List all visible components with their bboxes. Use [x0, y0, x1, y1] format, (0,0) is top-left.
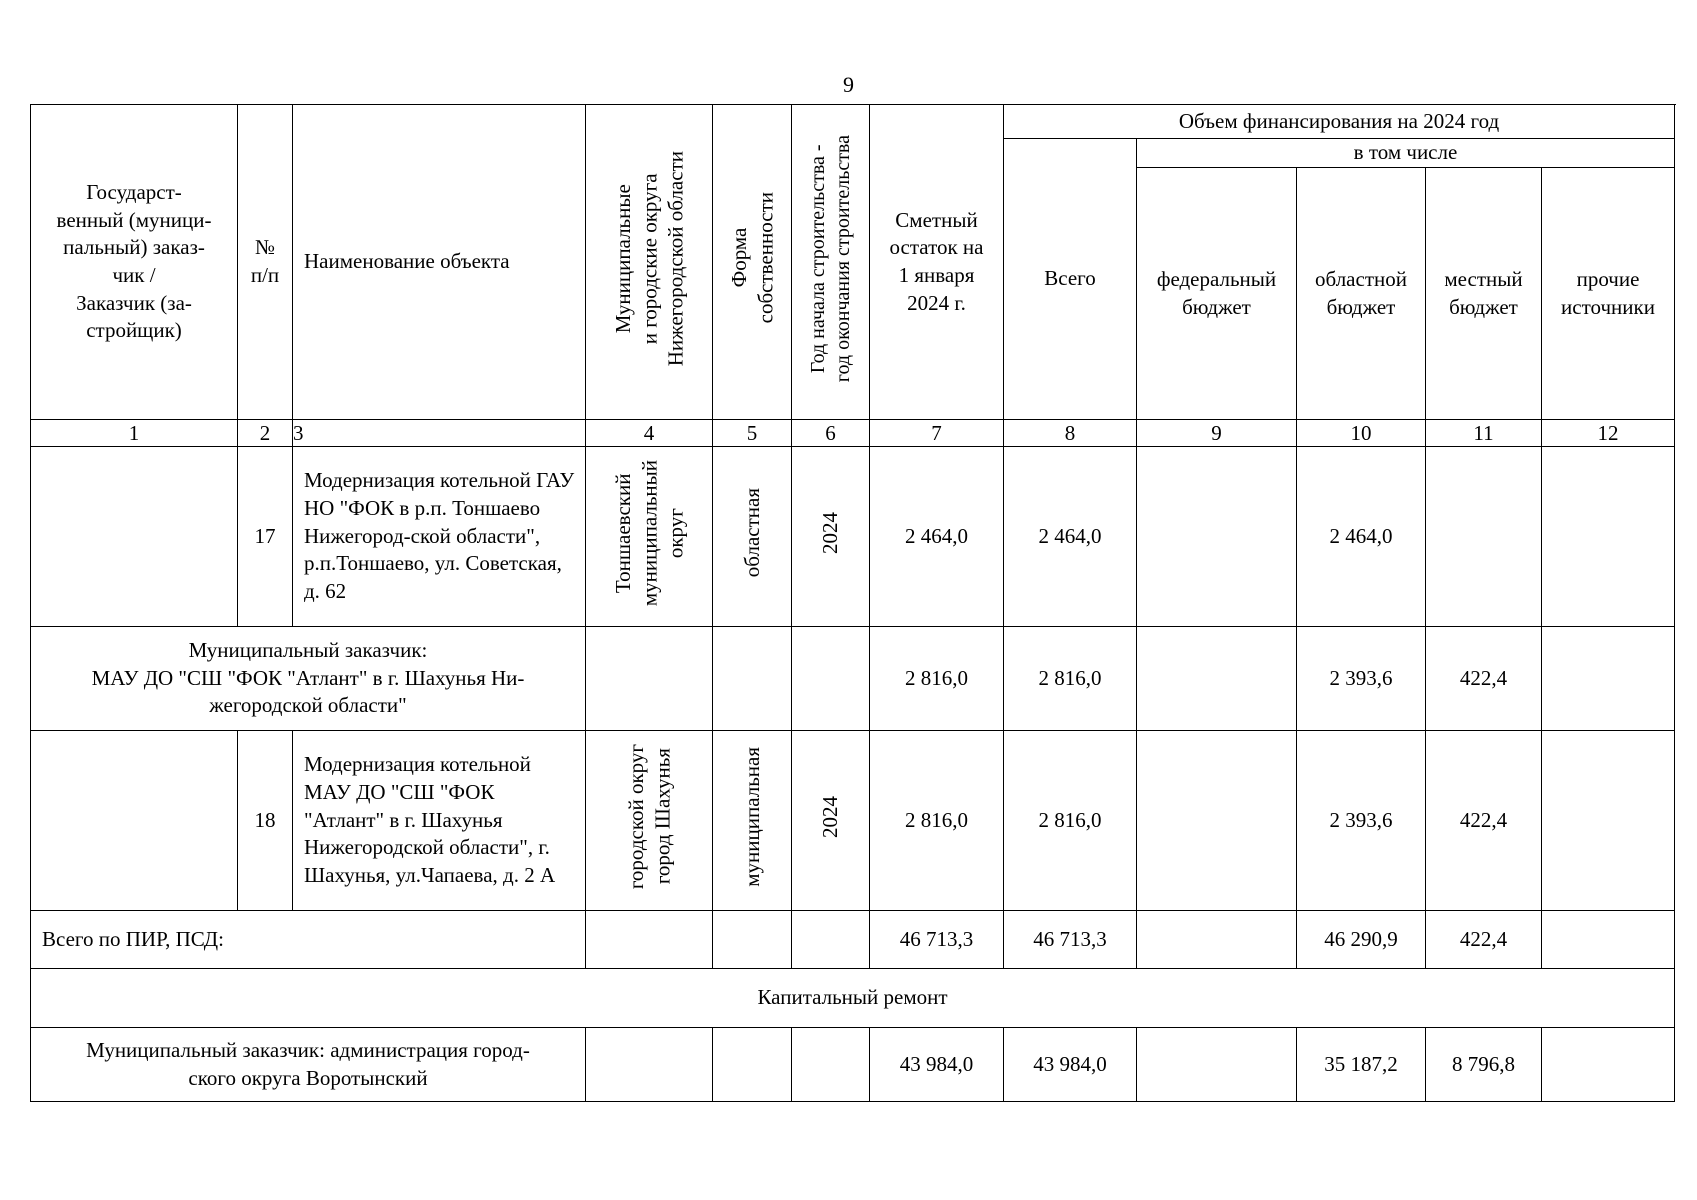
- column-number: 2: [238, 420, 293, 447]
- estimate-value: 2 464,0: [870, 447, 1004, 627]
- federal-value: [1137, 627, 1297, 731]
- other-value: [1542, 627, 1675, 731]
- column-number: 6: [792, 420, 870, 447]
- object-name: Модернизация котельной ГАУ НО "ФОК в р.п. Тоншаево Нижегород-ской области", р.п.Тоншаево, ул. Советская, д. 62: [293, 447, 586, 627]
- federal-value: [1137, 1028, 1297, 1102]
- header-local: местный бюджет: [1426, 168, 1542, 420]
- years-text: 2024: [818, 795, 843, 838]
- ownership-cell: [713, 911, 792, 969]
- header-estimate: Сметный остаток на 1 января 2024 г.: [870, 105, 1004, 420]
- header-federal: федеральный бюджет: [1137, 168, 1297, 420]
- customer-cell: [31, 731, 238, 911]
- customer-label: Муниципальный заказчик: МАУ ДО "СШ "ФОК "Атлант" в г. Шахунья Ни- жегородской области": [31, 627, 586, 731]
- total-value: 2 816,0: [1004, 731, 1137, 911]
- federal-value: [1137, 911, 1297, 969]
- total-value: 43 984,0: [1004, 1028, 1137, 1102]
- customer-cell: [31, 447, 238, 627]
- header-including: в том числе: [1137, 139, 1675, 168]
- customer-label: Муниципальный заказчик: администрация город- ского округа Воротынский: [31, 1028, 586, 1102]
- column-number: 11: [1426, 420, 1542, 447]
- local-value: 422,4: [1426, 627, 1542, 731]
- estimate-value: 46 713,3: [870, 911, 1004, 969]
- regional-value: 46 290,9: [1297, 911, 1426, 969]
- municipal-cell: [586, 447, 713, 627]
- header-ownership-text: Форма собственности: [726, 192, 777, 324]
- header-years: [792, 105, 870, 420]
- years-text: 2024: [818, 511, 843, 554]
- table-row-customer-vorotynsky: [31, 1028, 1675, 1102]
- regional-value: 2 464,0: [1297, 447, 1426, 627]
- municipal-cell: [586, 627, 713, 731]
- row-number: 17: [238, 447, 293, 627]
- local-value: 422,4: [1426, 911, 1542, 969]
- other-value: [1542, 447, 1675, 627]
- municipal-cell: [586, 911, 713, 969]
- municipal-cell: [586, 1028, 713, 1102]
- header-object-name: Наименование объекта: [293, 105, 586, 420]
- header-municipal-text: Муниципальные и городские округа Нижегородской области: [610, 150, 688, 366]
- column-number: 7: [870, 420, 1004, 447]
- local-value: 8 796,8: [1426, 1028, 1542, 1102]
- column-number: 1: [31, 420, 238, 447]
- header-years-text: Год начала строительства - год окончания строительства: [806, 134, 854, 382]
- table-row-customer-atlant: [31, 627, 1675, 731]
- regional-value: 2 393,6: [1297, 731, 1426, 911]
- row-number: 18: [238, 731, 293, 911]
- total-label: Всего по ПИР, ПСД:: [31, 911, 586, 969]
- regional-value: 2 393,6: [1297, 627, 1426, 731]
- ownership-text: муниципальная: [739, 746, 764, 887]
- municipal-cell: [586, 731, 713, 911]
- header-customer: Государст- венный (муници- пальный) заказ- чик / Заказчик (за- стройщик): [31, 105, 238, 420]
- federal-value: [1137, 447, 1297, 627]
- header-regional: областной бюджет: [1297, 168, 1426, 420]
- total-value: 2 816,0: [1004, 627, 1137, 731]
- local-value: 422,4: [1426, 731, 1542, 911]
- years-cell: [792, 1028, 870, 1102]
- header-municipal: [586, 105, 713, 420]
- ownership-text: областная: [739, 488, 764, 578]
- ownership-cell: [713, 627, 792, 731]
- financing-table: [30, 104, 1675, 1102]
- section-heading: Капитальный ремонт: [31, 969, 1675, 1028]
- municipal-text: Тоншаевский муниципальный округ: [610, 459, 688, 606]
- column-number: 3: [293, 420, 586, 447]
- column-number: 12: [1542, 420, 1675, 447]
- years-cell: [792, 627, 870, 731]
- years-cell: [792, 731, 870, 911]
- table-row-item-18: [31, 731, 1675, 911]
- estimate-value: 2 816,0: [870, 627, 1004, 731]
- ownership-cell: [713, 1028, 792, 1102]
- local-value: [1426, 447, 1542, 627]
- table-row-total-pir: [31, 911, 1675, 969]
- other-value: [1542, 911, 1675, 969]
- column-number: 4: [586, 420, 713, 447]
- header-other: прочие источники: [1542, 168, 1675, 420]
- other-value: [1542, 1028, 1675, 1102]
- column-number: 10: [1297, 420, 1426, 447]
- ownership-cell: [713, 731, 792, 911]
- years-cell: [792, 911, 870, 969]
- table-row-section-capital: [31, 969, 1675, 1028]
- total-value: 2 464,0: [1004, 447, 1137, 627]
- other-value: [1542, 731, 1675, 911]
- header-funding: Объем финансирования на 2024 год: [1004, 105, 1675, 139]
- header-total: Всего: [1004, 139, 1137, 420]
- column-number: 8: [1004, 420, 1137, 447]
- ownership-cell: [713, 447, 792, 627]
- regional-value: 35 187,2: [1297, 1028, 1426, 1102]
- page-number: 9: [843, 72, 854, 97]
- column-number: 9: [1137, 420, 1297, 447]
- column-numbers-row: [31, 420, 1675, 447]
- header-ownership: [713, 105, 792, 420]
- years-cell: [792, 447, 870, 627]
- table-row-item-17: [31, 447, 1675, 627]
- total-value: 46 713,3: [1004, 911, 1137, 969]
- header-num: № п/п: [238, 105, 293, 420]
- column-number: 5: [713, 420, 792, 447]
- object-name: Модернизация котельной МАУ ДО "СШ "ФОК "Атлант" в г. Шахунья Нижегородской области", г. Шахунья, ул.Чапаева, д. 2 А: [293, 731, 586, 911]
- federal-value: [1137, 731, 1297, 911]
- municipal-text: городской округ город Шахунья: [623, 744, 674, 890]
- estimate-value: 2 816,0: [870, 731, 1004, 911]
- estimate-value: 43 984,0: [870, 1028, 1004, 1102]
